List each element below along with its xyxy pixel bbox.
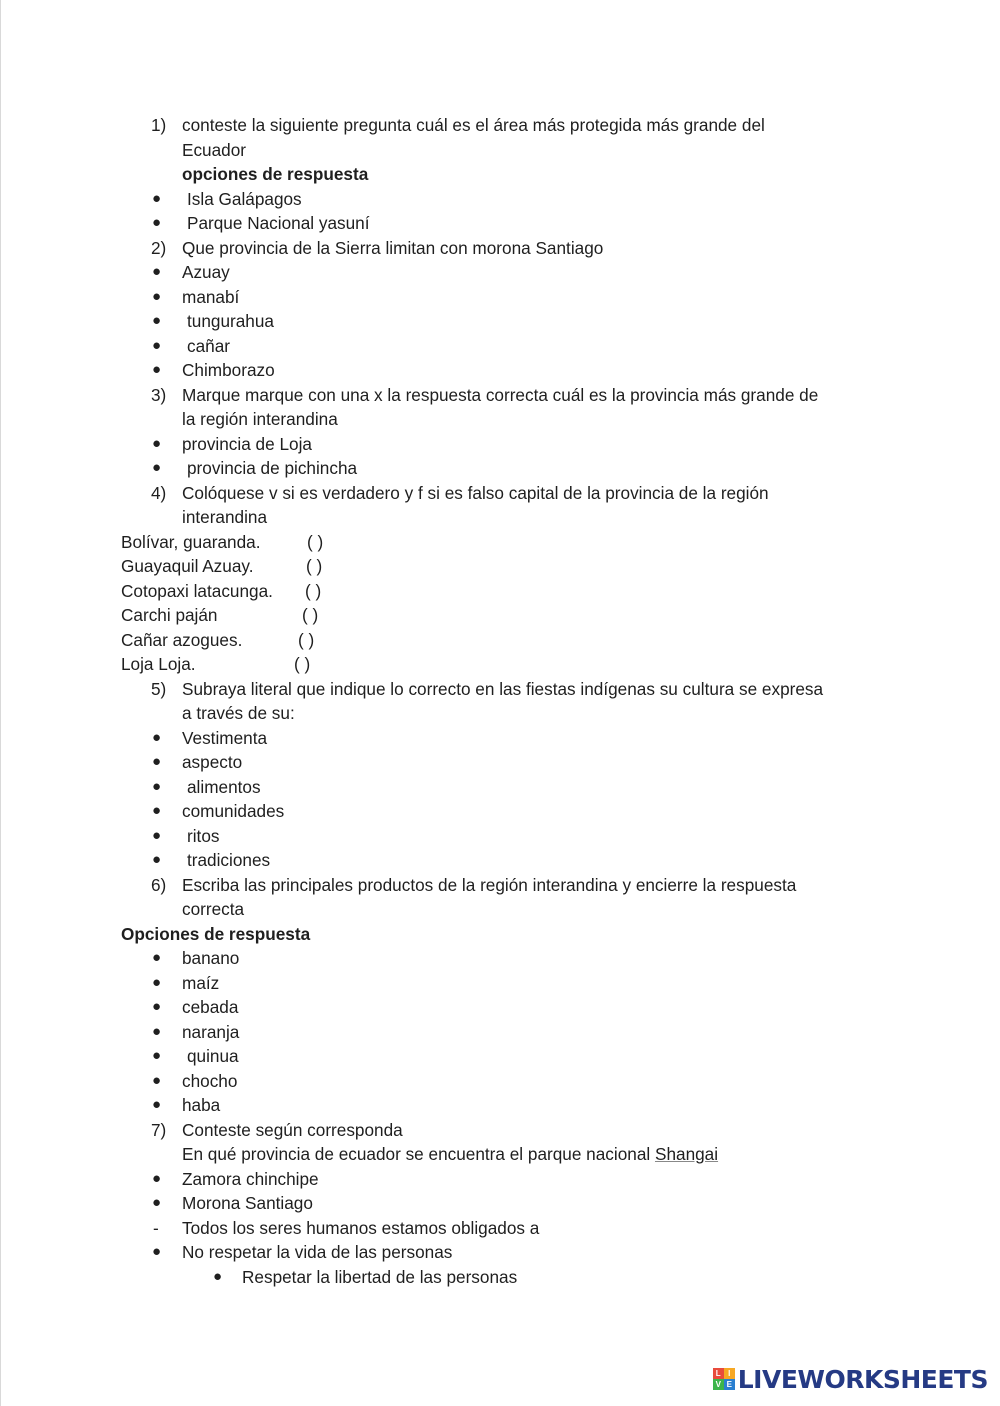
bullet-icon: ●: [152, 263, 162, 280]
bullet-icon: ●: [152, 1194, 162, 1211]
q4-item-blank[interactable]: ( ): [306, 556, 323, 576]
bullet-icon: ●: [152, 802, 162, 819]
bullet-icon: ●: [152, 728, 162, 746]
q6-text-line1: Escriba las principales productos de la región interandina y encierre la respuesta: [182, 874, 797, 895]
q7-text-line1: Conteste según corresponda: [182, 1119, 403, 1140]
q5-option-1[interactable]: Vestimenta: [182, 727, 268, 748]
bullet-icon: ●: [152, 826, 162, 844]
q2-option-1[interactable]: Azuay: [182, 262, 230, 282]
q2-number: 2): [151, 237, 167, 258]
q2-option-3[interactable]: tungurahua: [187, 311, 274, 331]
q7-text-line2: [182, 1142, 718, 1166]
bullet-icon: ●: [152, 361, 162, 378]
bullet-icon: ●: [152, 336, 162, 354]
q1-options-title: opciones de respuesta: [182, 164, 369, 184]
q3-text-line2: la región interandina: [182, 409, 338, 429]
q5-option-5[interactable]: ritos: [187, 825, 220, 846]
q4-item-label: Carchi paján: [121, 605, 218, 625]
bullet-icon: ●: [152, 1096, 162, 1113]
liveworksheets-logo: [713, 1364, 988, 1394]
q6-option-7[interactable]: haba: [182, 1095, 221, 1115]
q4-item-blank[interactable]: ( ): [305, 580, 322, 601]
bullet-icon: ●: [152, 312, 162, 329]
dash-marker: -: [153, 1217, 159, 1238]
q2-option-2[interactable]: manabí: [182, 286, 240, 307]
q6-option-6[interactable]: chocho: [182, 1070, 238, 1091]
logo-tile: I: [724, 1368, 735, 1379]
q1-option-2[interactable]: Parque Nacional yasuní: [187, 213, 370, 233]
bullet-icon: ●: [152, 1243, 162, 1260]
q4-item-blank[interactable]: ( ): [307, 531, 324, 552]
bullet-icon: ●: [152, 1022, 162, 1040]
q4-item-label: Cañar azogues.: [121, 629, 243, 650]
q2-text: Que provincia de la Sierra limitan con morona Santiago: [182, 237, 604, 258]
bullet-icon: ●: [152, 998, 162, 1015]
bullet-icon: ●: [152, 949, 162, 966]
bullet-icon: ●: [152, 973, 162, 991]
q4-item-blank[interactable]: ( ): [302, 605, 319, 625]
q7-sub-option-2[interactable]: Respetar la libertad de las personas: [242, 1266, 518, 1287]
q2-option-4[interactable]: cañar: [187, 335, 230, 356]
q3-number: 3): [151, 384, 167, 405]
liveworksheets-logo-icon: [713, 1368, 735, 1390]
q4-item-label: Guayaquil Azuay.: [121, 556, 254, 576]
q5-number: 5): [151, 678, 167, 699]
q6-option-5[interactable]: quinua: [187, 1046, 239, 1066]
q2-option-5[interactable]: Chimborazo: [182, 360, 275, 380]
q6-option-2[interactable]: maíz: [182, 972, 220, 993]
q1-text-line2: Ecuador: [182, 139, 247, 160]
q4-item-blank[interactable]: ( ): [294, 654, 311, 674]
q5-text-line1: Subraya literal que indique lo correcto en las fiestas indígenas su cultura se expresa: [182, 678, 824, 699]
q1-text-line1: conteste la siguiente pregunta cuál es el área más protegida más grande del: [182, 115, 765, 135]
q6-number: 6): [151, 874, 167, 895]
bullet-icon: ●: [152, 189, 162, 207]
q4-item-blank[interactable]: ( ): [298, 629, 315, 650]
q1-number: 1): [151, 115, 167, 135]
bullet-icon: ●: [152, 851, 162, 868]
q7-dash-text: Todos los seres humanos estamos obligados a: [182, 1217, 540, 1238]
q5-option-4[interactable]: comunidades: [182, 801, 285, 821]
q7-option-2[interactable]: Morona Santiago: [182, 1193, 313, 1213]
q7-text-line2-link: Shangai: [654, 1144, 719, 1164]
bullet-icon: ●: [152, 1071, 162, 1089]
q7-number: 7): [151, 1119, 167, 1140]
q5-option-2[interactable]: aspecto: [182, 752, 243, 772]
q6-text-line2: correcta: [182, 899, 245, 919]
q1-option-1[interactable]: Isla Galápagos: [187, 188, 302, 209]
q7-text-line2-pre: En qué provincia de ecuador se encuentra el parque nacional: [182, 1144, 655, 1164]
bullet-icon: ●: [152, 214, 162, 231]
q6-option-3[interactable]: cebada: [182, 997, 239, 1017]
q6-option-4[interactable]: naranja: [182, 1021, 240, 1042]
bullet-icon: ●: [152, 1047, 162, 1064]
bullet-icon: ●: [152, 777, 162, 795]
bullet-icon: ●: [213, 1267, 223, 1285]
q5-option-6[interactable]: tradiciones: [187, 850, 271, 870]
bullet-icon: ●: [152, 1169, 162, 1187]
q7-sub-option-1[interactable]: No respetar la vida de las personas: [182, 1242, 453, 1262]
q4-item-label: Cotopaxi latacunga.: [121, 580, 273, 601]
q3-option-1[interactable]: provincia de Loja: [182, 433, 312, 454]
logo-tile: E: [724, 1379, 735, 1390]
q4-text-line1: Colóquese v si es verdadero y f si es falso capital de la provincia de la región: [182, 482, 769, 503]
liveworksheets-logo-text: LIVEWORKSHEETS: [737, 1364, 988, 1394]
q6-options-title: Opciones de respuesta: [121, 923, 311, 944]
q3-text-line1: Marque marque con una x la respuesta correcta cuál es la provincia más grande de: [182, 384, 819, 405]
q4-number: 4): [151, 482, 167, 503]
q4-item-label: Loja Loja.: [121, 654, 196, 674]
bullet-icon: ●: [152, 287, 162, 305]
q7-option-1[interactable]: Zamora chinchipe: [182, 1168, 319, 1189]
logo-tile: V: [713, 1379, 724, 1390]
q4-text-line2: interandina: [182, 507, 268, 527]
q3-option-2[interactable]: provincia de pichincha: [187, 458, 358, 478]
q4-item-label: Bolívar, guaranda.: [121, 531, 261, 552]
page-edge: [0, 0, 1, 1406]
q5-option-3[interactable]: alimentos: [187, 776, 261, 797]
logo-tile: L: [713, 1368, 724, 1379]
q5-text-line2: a través de su:: [182, 703, 295, 723]
bullet-icon: ●: [152, 753, 162, 770]
bullet-icon: ●: [152, 459, 162, 476]
q6-option-1[interactable]: banano: [182, 948, 240, 968]
bullet-icon: ●: [152, 434, 162, 452]
